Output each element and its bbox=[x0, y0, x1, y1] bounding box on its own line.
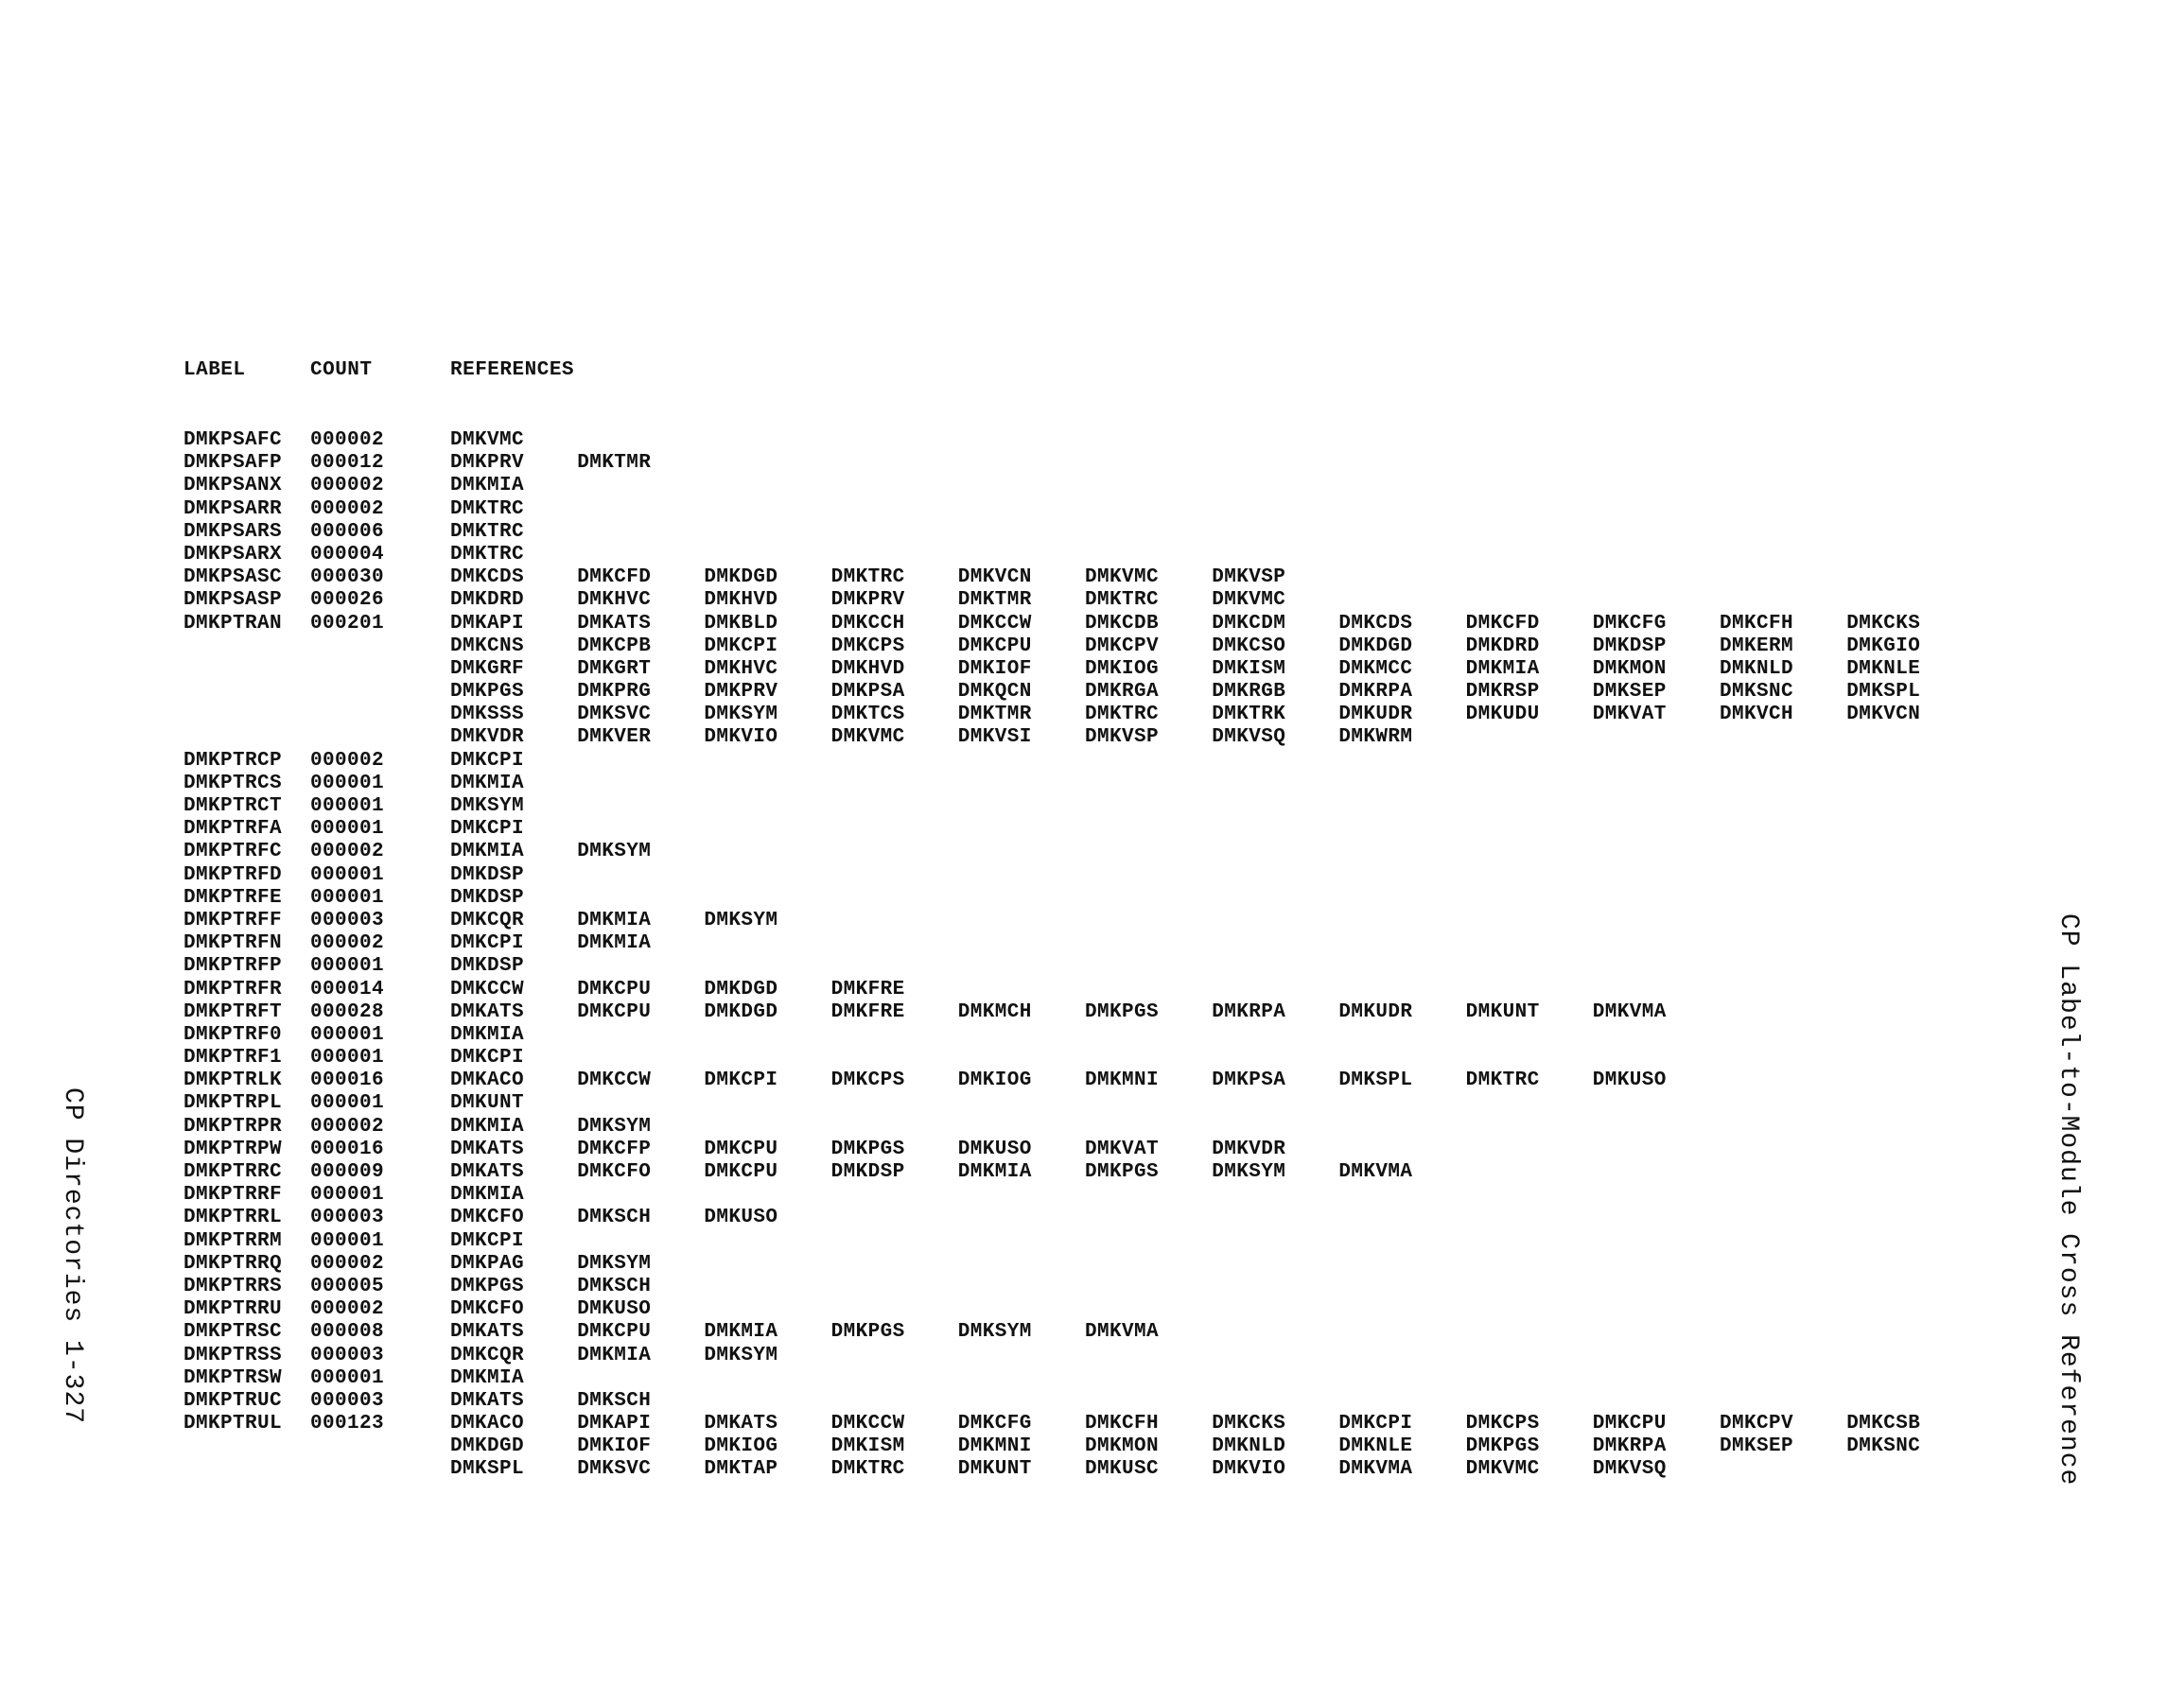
label-cell: DMKPTRCP bbox=[183, 749, 283, 772]
reference-cell: DMKIOF bbox=[577, 1435, 652, 1458]
count-cell: 000001 bbox=[310, 772, 385, 794]
label-cell: DMKPTRSC bbox=[183, 1321, 283, 1344]
reference-cell: DMKSPL bbox=[450, 1458, 525, 1481]
label-cell: DMKPTRFA bbox=[183, 818, 283, 841]
reference-cell: DMKMIA bbox=[450, 1184, 525, 1207]
count-cell: 000030 bbox=[310, 566, 385, 589]
chapter-title: CP Label-to-Module Cross Reference bbox=[2053, 913, 2083, 1487]
reference-cell: DMKMIA bbox=[957, 1161, 1032, 1183]
count-cell: 000001 bbox=[310, 955, 385, 978]
reference-cell: DMKNLD bbox=[1212, 1435, 1286, 1458]
reference-cell: DMKCCW bbox=[830, 1413, 905, 1435]
reference-cell: DMKATS bbox=[450, 1161, 525, 1183]
label-cell: DMKPTRFR bbox=[183, 978, 283, 1000]
reference-cell: DMKVCN bbox=[1846, 704, 1921, 726]
reference-cell: DMKDSP bbox=[450, 955, 525, 978]
reference-cell: DMKCQR bbox=[450, 909, 525, 931]
reference-cell: DMKMON bbox=[1592, 657, 1667, 680]
reference-cell: DMKFRE bbox=[830, 978, 905, 1000]
reference-cell: DMKMIA bbox=[577, 909, 652, 931]
reference-cell: DMKCPI bbox=[450, 1229, 525, 1252]
reference-cell: DMKDGD bbox=[1338, 635, 1413, 657]
reference-cell: DMKVMC bbox=[1085, 566, 1160, 589]
reference-cell: DMKVMA bbox=[1085, 1321, 1160, 1344]
label-cell: DMKPTRSW bbox=[183, 1366, 283, 1389]
reference-cell: DMKIOG bbox=[957, 1070, 1032, 1092]
reference-cell: DMKVER bbox=[577, 726, 652, 749]
reference-cell: DMKSPL bbox=[1338, 1070, 1413, 1092]
reference-cell: DMKVMC bbox=[450, 429, 525, 451]
label-cell: DMKPTRRM bbox=[183, 1229, 283, 1252]
reference-cell: DMKMNI bbox=[957, 1435, 1032, 1458]
reference-cell: DMKCFD bbox=[577, 566, 652, 589]
reference-cell: DMKVDR bbox=[450, 726, 525, 749]
reference-cell: DMKUNT bbox=[450, 1092, 525, 1115]
label-cell: DMKPSASP bbox=[183, 589, 283, 612]
reference-cell: DMKCPU bbox=[1592, 1413, 1667, 1435]
reference-cell: DMKSYM bbox=[577, 1115, 652, 1138]
label-cell: DMKPTRRQ bbox=[183, 1252, 283, 1275]
reference-cell: DMKVMC bbox=[830, 726, 905, 749]
count-cell: 000012 bbox=[310, 452, 385, 475]
reference-cell: DMKRPA bbox=[1592, 1435, 1667, 1458]
reference-cell: DMKSYM bbox=[450, 795, 525, 817]
reference-cell: DMKGRF bbox=[450, 657, 525, 680]
reference-cell: DMKUNT bbox=[957, 1458, 1032, 1481]
reference-cell: DMKMIA bbox=[577, 932, 652, 955]
count-cell: 000014 bbox=[310, 978, 385, 1000]
reference-cell: DMKCPV bbox=[1720, 1413, 1794, 1435]
reference-cell: DMKPSA bbox=[1212, 1070, 1286, 1092]
reference-cell: DMKDGD bbox=[704, 566, 778, 589]
reference-cell: DMKVMA bbox=[1338, 1458, 1413, 1481]
reference-cell: DMKDGD bbox=[450, 1435, 525, 1458]
reference-cell: DMKUDR bbox=[1338, 704, 1413, 726]
count-cell: 000028 bbox=[310, 1000, 385, 1023]
reference-cell: DMKMIA bbox=[1465, 657, 1540, 680]
reference-cell: DMKVMA bbox=[1592, 1000, 1667, 1023]
count-cell: 000009 bbox=[310, 1161, 385, 1183]
reference-cell: DMKATS bbox=[450, 1138, 525, 1160]
reference-cell: DMKRPA bbox=[1212, 1000, 1286, 1023]
reference-cell: DMKCFH bbox=[1085, 1413, 1160, 1435]
reference-cell: DMKFRE bbox=[830, 1000, 905, 1023]
count-cell: 000001 bbox=[310, 1047, 385, 1070]
reference-cell: DMKACO bbox=[450, 1413, 525, 1435]
reference-cell: DMKVAT bbox=[1592, 704, 1667, 726]
reference-cell: DMKCPB bbox=[577, 635, 652, 657]
reference-cell: DMKDGD bbox=[704, 978, 778, 1000]
reference-cell: DMKPGS bbox=[450, 1275, 525, 1297]
reference-cell: DMKCFO bbox=[450, 1298, 525, 1321]
reference-cell: DMKCFD bbox=[1465, 612, 1540, 635]
count-cell: 000001 bbox=[310, 886, 385, 909]
reference-cell: DMKSEP bbox=[1720, 1435, 1794, 1458]
reference-cell: DMKNLD bbox=[1720, 657, 1794, 680]
reference-cell: DMKTCS bbox=[830, 704, 905, 726]
reference-cell: DMKCDM bbox=[1212, 612, 1286, 635]
reference-cell: DMKPRV bbox=[450, 452, 525, 475]
count-cell: 000002 bbox=[310, 749, 385, 772]
reference-cell: DMKTMR bbox=[957, 589, 1032, 612]
reference-cell: DMKHVC bbox=[577, 589, 652, 612]
reference-cell: DMKPSA bbox=[830, 681, 905, 704]
reference-cell: DMKERM bbox=[1720, 635, 1794, 657]
reference-cell: DMKMNI bbox=[1085, 1070, 1160, 1092]
label-cell: DMKPTRRU bbox=[183, 1298, 283, 1321]
reference-cell: DMKCPI bbox=[704, 635, 778, 657]
reference-cell: DMKSNC bbox=[1846, 1435, 1921, 1458]
reference-cell: DMKCPI bbox=[450, 932, 525, 955]
reference-cell: DMKCSO bbox=[1212, 635, 1286, 657]
reference-cell: DMKVSP bbox=[1085, 726, 1160, 749]
reference-cell: DMKSNC bbox=[1720, 681, 1794, 704]
reference-cell: DMKSYM bbox=[704, 909, 778, 931]
reference-cell: DMKTRC bbox=[450, 520, 525, 543]
reference-cell: DMKCFG bbox=[957, 1413, 1032, 1435]
reference-cell: DMKTMR bbox=[957, 704, 1032, 726]
label-cell: DMKPTRAN bbox=[183, 612, 283, 635]
count-cell: 000003 bbox=[310, 1207, 385, 1229]
reference-cell: DMKMIA bbox=[450, 1366, 525, 1389]
count-cell: 000016 bbox=[310, 1138, 385, 1160]
reference-cell: DMKVSP bbox=[1212, 566, 1286, 589]
count-cell: 000001 bbox=[310, 818, 385, 841]
reference-cell: DMKUSO bbox=[704, 1207, 778, 1229]
count-cell: 000002 bbox=[310, 497, 385, 520]
reference-cell: DMKWRM bbox=[1338, 726, 1413, 749]
count-cell: 000123 bbox=[310, 1413, 385, 1435]
reference-cell: DMKSYM bbox=[577, 841, 652, 863]
reference-cell: DMKATS bbox=[450, 1321, 525, 1344]
count-cell: 000003 bbox=[310, 1389, 385, 1412]
reference-cell: DMKRSP bbox=[1465, 681, 1540, 704]
reference-cell: DMKTRC bbox=[450, 497, 525, 520]
reference-cell: DMKCDS bbox=[450, 566, 525, 589]
reference-cell: DMKIOG bbox=[1085, 657, 1160, 680]
references-column-header: REFERENCES bbox=[450, 359, 575, 381]
label-cell: DMKPTRFC bbox=[183, 841, 283, 863]
label-cell: DMKPTRRC bbox=[183, 1161, 283, 1183]
reference-cell: DMKHVD bbox=[830, 657, 905, 680]
reference-cell: DMKDSP bbox=[830, 1161, 905, 1183]
label-cell: DMKPTRRL bbox=[183, 1207, 283, 1229]
reference-cell: DMKSEP bbox=[1592, 681, 1667, 704]
reference-cell: DMKTRC bbox=[1085, 589, 1160, 612]
count-cell: 000002 bbox=[310, 1115, 385, 1138]
reference-cell: DMKISM bbox=[830, 1435, 905, 1458]
reference-cell: DMKPGS bbox=[450, 681, 525, 704]
reference-cell: DMKMIA bbox=[450, 841, 525, 863]
reference-cell: DMKCQR bbox=[450, 1344, 525, 1366]
count-cell: 000001 bbox=[310, 1023, 385, 1046]
reference-cell: DMKMIA bbox=[704, 1321, 778, 1344]
reference-cell: DMKVIO bbox=[1212, 1458, 1286, 1481]
label-cell: DMKPSAFC bbox=[183, 429, 283, 451]
label-cell: DMKPTRFF bbox=[183, 909, 283, 931]
count-cell: 000008 bbox=[310, 1321, 385, 1344]
count-cell: 000002 bbox=[310, 1252, 385, 1275]
reference-cell: DMKPRV bbox=[830, 589, 905, 612]
reference-cell: DMKATS bbox=[450, 1389, 525, 1412]
label-cell: DMKPTRF1 bbox=[183, 1047, 283, 1070]
reference-cell: DMKCPU bbox=[704, 1161, 778, 1183]
count-cell: 000001 bbox=[310, 1092, 385, 1115]
reference-cell: DMKUSC bbox=[1085, 1458, 1160, 1481]
reference-cell: DMKMCH bbox=[957, 1000, 1032, 1023]
reference-cell: DMKMIA bbox=[450, 1023, 525, 1046]
count-cell: 000004 bbox=[310, 543, 385, 565]
label-cell: DMKPSARX bbox=[183, 543, 283, 565]
reference-cell: DMKCPU bbox=[577, 978, 652, 1000]
reference-cell: DMKCFG bbox=[1592, 612, 1667, 635]
reference-cell: DMKMIA bbox=[450, 772, 525, 794]
label-cell: DMKPTRFT bbox=[183, 1000, 283, 1023]
count-cell: 000002 bbox=[310, 932, 385, 955]
reference-cell: DMKCCW bbox=[957, 612, 1032, 635]
label-cell: DMKPTRUC bbox=[183, 1389, 283, 1412]
reference-cell: DMKCCW bbox=[450, 978, 525, 1000]
reference-cell: DMKMCC bbox=[1338, 657, 1413, 680]
reference-cell: DMKCPV bbox=[1085, 635, 1160, 657]
reference-cell: DMKTRC bbox=[450, 543, 525, 565]
reference-cell: DMKCPU bbox=[577, 1321, 652, 1344]
reference-cell: DMKVSQ bbox=[1212, 726, 1286, 749]
count-cell: 000001 bbox=[310, 1229, 385, 1252]
reference-cell: DMKCSB bbox=[1846, 1413, 1921, 1435]
reference-cell: DMKUDU bbox=[1465, 704, 1540, 726]
reference-cell: DMKPRG bbox=[577, 681, 652, 704]
reference-cell: DMKSVC bbox=[577, 1458, 652, 1481]
reference-cell: DMKGIO bbox=[1846, 635, 1921, 657]
label-cell: DMKPTRF0 bbox=[183, 1023, 283, 1046]
label-cell: DMKPTRUL bbox=[183, 1413, 283, 1435]
reference-cell: DMKATS bbox=[450, 1000, 525, 1023]
reference-cell: DMKATS bbox=[704, 1413, 778, 1435]
count-cell: 000002 bbox=[310, 1298, 385, 1321]
reference-cell: DMKSCH bbox=[577, 1275, 652, 1297]
reference-cell: DMKRGB bbox=[1212, 681, 1286, 704]
reference-cell: DMKGRT bbox=[577, 657, 652, 680]
reference-cell: DMKMIA bbox=[450, 1115, 525, 1138]
reference-cell: DMKMIA bbox=[577, 1344, 652, 1366]
reference-cell: DMKSYM bbox=[1212, 1161, 1286, 1183]
reference-cell: DMKTAP bbox=[704, 1458, 778, 1481]
count-cell: 000001 bbox=[310, 1366, 385, 1389]
reference-cell: DMKCPI bbox=[450, 1047, 525, 1070]
reference-cell: DMKDRD bbox=[1465, 635, 1540, 657]
reference-cell: DMKRPA bbox=[1338, 681, 1413, 704]
reference-cell: DMKCFP bbox=[577, 1138, 652, 1160]
reference-cell: DMKACO bbox=[450, 1070, 525, 1092]
label-cell: DMKPTRFP bbox=[183, 955, 283, 978]
reference-cell: DMKSVC bbox=[577, 704, 652, 726]
reference-cell: DMKCFO bbox=[450, 1207, 525, 1229]
reference-cell: DMKSYM bbox=[577, 1252, 652, 1275]
reference-cell: DMKCPI bbox=[450, 818, 525, 841]
reference-cell: DMKUSO bbox=[957, 1138, 1032, 1160]
label-cell: DMKPTRPL bbox=[183, 1092, 283, 1115]
count-cell: 000001 bbox=[310, 795, 385, 817]
reference-cell: DMKCKS bbox=[1212, 1413, 1286, 1435]
label-cell: DMKPTRRF bbox=[183, 1184, 283, 1207]
reference-cell: DMKVSQ bbox=[1592, 1458, 1667, 1481]
count-cell: 000002 bbox=[310, 841, 385, 863]
reference-cell: DMKCKS bbox=[1846, 612, 1921, 635]
reference-cell: DMKIOG bbox=[704, 1435, 778, 1458]
reference-cell: DMKCFO bbox=[577, 1161, 652, 1183]
reference-cell: DMKCCH bbox=[830, 612, 905, 635]
reference-cell: DMKPGS bbox=[830, 1321, 905, 1344]
reference-cell: DMKTRK bbox=[1212, 704, 1286, 726]
reference-cell: DMKHVC bbox=[704, 657, 778, 680]
reference-cell: DMKCPU bbox=[957, 635, 1032, 657]
label-cell: DMKPTRPW bbox=[183, 1138, 283, 1160]
label-cell: DMKPSARS bbox=[183, 520, 283, 543]
reference-cell: DMKDSP bbox=[1592, 635, 1667, 657]
reference-cell: DMKCFH bbox=[1720, 612, 1794, 635]
reference-cell: DMKVDR bbox=[1212, 1138, 1286, 1160]
label-cell: DMKPTRPR bbox=[183, 1115, 283, 1138]
reference-cell: DMKISM bbox=[1212, 657, 1286, 680]
reference-cell: DMKVCN bbox=[957, 566, 1032, 589]
reference-cell: DMKSYM bbox=[957, 1321, 1032, 1344]
reference-cell: DMKVMA bbox=[1338, 1161, 1413, 1183]
reference-cell: DMKDSP bbox=[450, 886, 525, 909]
reference-cell: DMKDRD bbox=[450, 589, 525, 612]
reference-cell: DMKCPI bbox=[450, 749, 525, 772]
reference-cell: DMKVIO bbox=[704, 726, 778, 749]
reference-cell: DMKIOF bbox=[957, 657, 1032, 680]
count-cell: 000201 bbox=[310, 612, 385, 635]
reference-cell: DMKCNS bbox=[450, 635, 525, 657]
reference-cell: DMKTRC bbox=[830, 566, 905, 589]
reference-cell: DMKCDS bbox=[1338, 612, 1413, 635]
reference-cell: DMKNLE bbox=[1338, 1435, 1413, 1458]
label-cell: DMKPTRCT bbox=[183, 795, 283, 817]
label-cell: DMKPSASC bbox=[183, 566, 283, 589]
count-cell: 000026 bbox=[310, 589, 385, 612]
count-cell: 000003 bbox=[310, 1344, 385, 1366]
count-cell: 000005 bbox=[310, 1275, 385, 1297]
label-cell: DMKPTRSS bbox=[183, 1344, 283, 1366]
reference-cell: DMKRGA bbox=[1085, 681, 1160, 704]
reference-cell: DMKDGD bbox=[704, 1000, 778, 1023]
reference-cell: DMKUNT bbox=[1465, 1000, 1540, 1023]
reference-cell: DMKCDB bbox=[1085, 612, 1160, 635]
reference-cell: DMKQCN bbox=[957, 681, 1032, 704]
reference-cell: DMKCCW bbox=[577, 1070, 652, 1092]
reference-cell: DMKCPS bbox=[830, 635, 905, 657]
reference-cell: DMKCPU bbox=[704, 1138, 778, 1160]
reference-cell: DMKVSI bbox=[957, 726, 1032, 749]
section-title-page-number: CP Directories 1-327 bbox=[58, 1087, 87, 1425]
count-cell: 000003 bbox=[310, 909, 385, 931]
reference-cell: DMKTRC bbox=[1465, 1070, 1540, 1092]
count-cell: 000016 bbox=[310, 1070, 385, 1092]
reference-cell: DMKSCH bbox=[577, 1207, 652, 1229]
reference-cell: DMKUDR bbox=[1338, 1000, 1413, 1023]
count-column-header: COUNT bbox=[310, 359, 373, 381]
reference-cell: DMKUSO bbox=[1592, 1070, 1667, 1092]
label-cell: DMKPTRFD bbox=[183, 863, 283, 886]
label-cell: DMKPTRRS bbox=[183, 1275, 283, 1297]
reference-cell: DMKPGS bbox=[1465, 1435, 1540, 1458]
reference-cell: DMKPGS bbox=[830, 1138, 905, 1160]
count-cell: 000002 bbox=[310, 429, 385, 451]
reference-cell: DMKTRC bbox=[1085, 704, 1160, 726]
reference-cell: DMKSCH bbox=[577, 1389, 652, 1412]
reference-cell: DMKPRV bbox=[704, 681, 778, 704]
reference-cell: DMKUSO bbox=[577, 1298, 652, 1321]
reference-cell: DMKMON bbox=[1085, 1435, 1160, 1458]
reference-cell: DMKHVD bbox=[704, 589, 778, 612]
count-cell: 000001 bbox=[310, 863, 385, 886]
reference-cell: DMKVAT bbox=[1085, 1138, 1160, 1160]
reference-cell: DMKSYM bbox=[704, 1344, 778, 1366]
reference-cell: DMKPAG bbox=[450, 1252, 525, 1275]
reference-cell: DMKSSS bbox=[450, 704, 525, 726]
reference-cell: DMKMIA bbox=[450, 475, 525, 497]
reference-cell: DMKCPI bbox=[1338, 1413, 1413, 1435]
reference-cell: DMKDSP bbox=[450, 863, 525, 886]
label-cell: DMKPSANX bbox=[183, 475, 283, 497]
label-cell: DMKPSARR bbox=[183, 497, 283, 520]
reference-cell: DMKPGS bbox=[1085, 1161, 1160, 1183]
reference-cell: DMKTRC bbox=[830, 1458, 905, 1481]
count-cell: 000006 bbox=[310, 520, 385, 543]
label-cell: DMKPTRFN bbox=[183, 932, 283, 955]
count-cell: 000001 bbox=[310, 1184, 385, 1207]
label-cell: DMKPTRLK bbox=[183, 1070, 283, 1092]
reference-cell: DMKAPI bbox=[577, 1413, 652, 1435]
reference-cell: DMKCPS bbox=[1465, 1413, 1540, 1435]
label-cell: DMKPTRCS bbox=[183, 772, 283, 794]
reference-cell: DMKATS bbox=[577, 612, 652, 635]
reference-cell: DMKCPS bbox=[830, 1070, 905, 1092]
reference-cell: DMKSPL bbox=[1846, 681, 1921, 704]
count-cell: 000002 bbox=[310, 475, 385, 497]
reference-cell: DMKTMR bbox=[577, 452, 652, 475]
reference-cell: DMKAPI bbox=[450, 612, 525, 635]
reference-cell: DMKCPU bbox=[577, 1000, 652, 1023]
reference-cell: DMKVCH bbox=[1720, 704, 1794, 726]
label-column-header: LABEL bbox=[183, 359, 246, 381]
reference-cell: DMKNLE bbox=[1846, 657, 1921, 680]
reference-cell: DMKVMC bbox=[1212, 589, 1286, 612]
reference-cell: DMKSYM bbox=[704, 704, 778, 726]
reference-cell: DMKCPI bbox=[704, 1070, 778, 1092]
label-cell: DMKPTRFE bbox=[183, 886, 283, 909]
label-cell: DMKPSAFP bbox=[183, 452, 283, 475]
reference-cell: DMKBLD bbox=[704, 612, 778, 635]
reference-cell: DMKPGS bbox=[1085, 1000, 1160, 1023]
reference-cell: DMKVMC bbox=[1465, 1458, 1540, 1481]
